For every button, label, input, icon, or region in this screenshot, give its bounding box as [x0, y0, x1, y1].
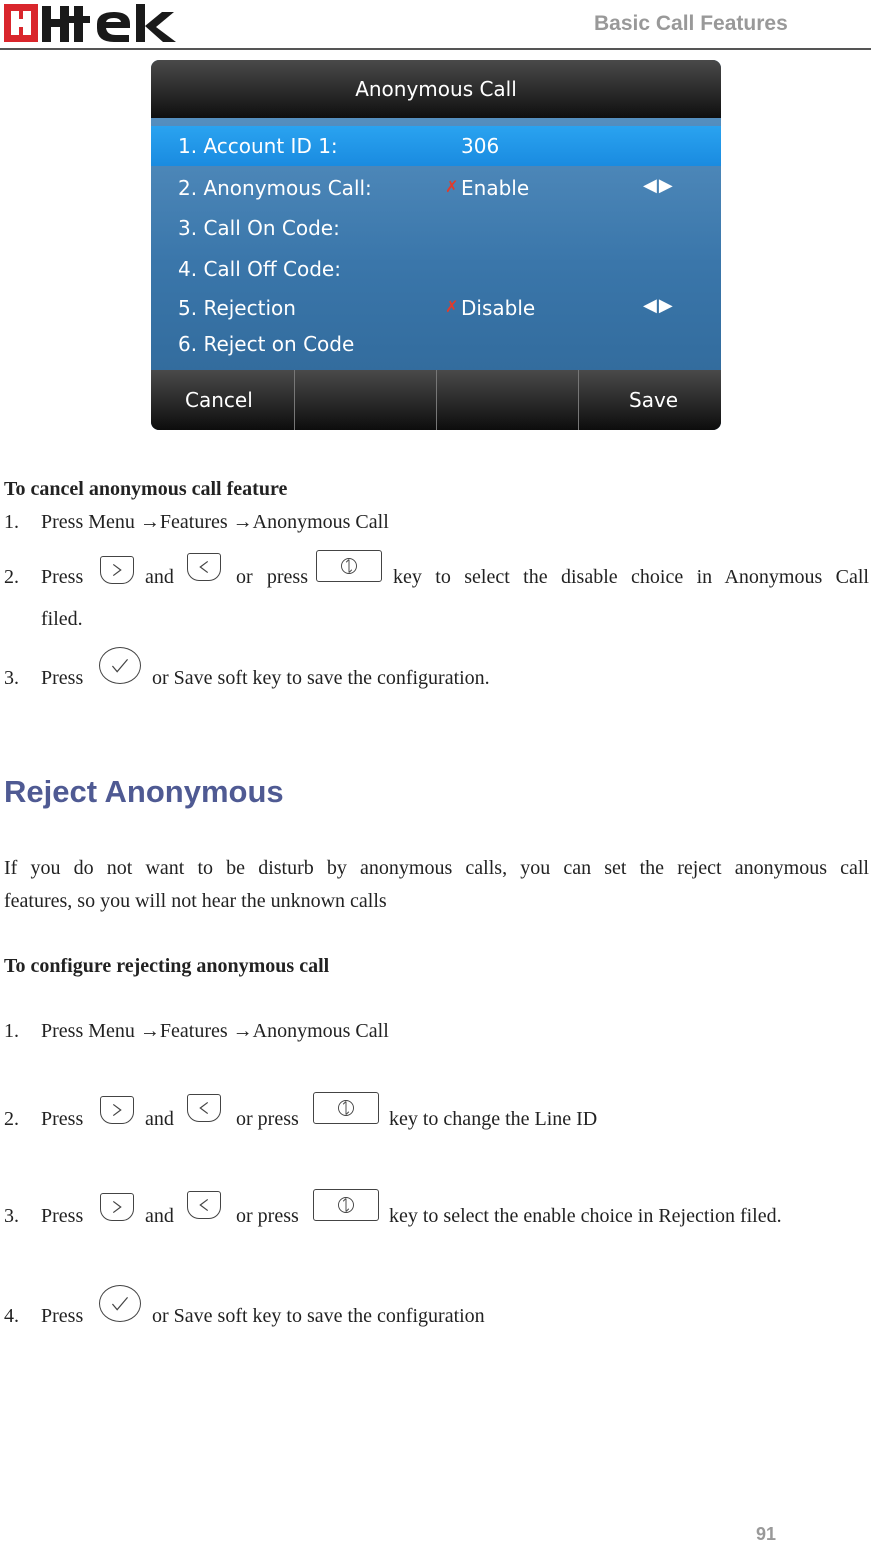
step-rest: or Save soft key to save the configuration. [152, 667, 490, 689]
right-nav-key-icon [100, 1096, 134, 1124]
save-softkey[interactable]: Save [629, 388, 679, 412]
softkey-2[interactable] [294, 370, 437, 430]
step-and: and [145, 1108, 174, 1130]
item-label: 5. Rejection [178, 296, 296, 320]
menu-item-rejection[interactable] [151, 288, 721, 328]
step-and: and [145, 566, 174, 588]
step-number: 1. [4, 511, 19, 533]
item-label: 3. Call On Code: [178, 216, 340, 240]
switch-key-icon [313, 1092, 379, 1124]
step-rest: key to select the enable choice in Rejection filed. [389, 1205, 782, 1227]
cancel-heading: To cancel anonymous call feature [4, 478, 288, 500]
step-text: Press Menu →Features →Anonymous Call [41, 1020, 389, 1042]
menu-item-anonymous-call[interactable] [151, 168, 721, 208]
step-number: 3. [4, 1205, 19, 1227]
step-number: 1. [4, 1020, 19, 1042]
menu-item-call-on-code[interactable] [151, 208, 721, 248]
item-label: 2. Anonymous Call: [178, 176, 372, 200]
item-value: Disable [461, 296, 536, 320]
ok-key-icon [99, 1285, 141, 1322]
step-press: Press [41, 667, 84, 689]
step-rest: key to change the Line ID [389, 1108, 598, 1130]
header-divider [0, 48, 871, 50]
step-or-press: or press [236, 566, 308, 588]
step-text: Press Menu →Features →Anonymous Call [41, 511, 389, 533]
step-number: 3. [4, 667, 19, 689]
menu-item-call-off-code[interactable] [151, 249, 721, 289]
item-label: 6. Reject on Code [178, 332, 355, 356]
item-value: Enable [461, 176, 530, 200]
step-rest: key to select the disable choice in Anonymous Call [393, 566, 869, 588]
softkey-3[interactable] [436, 370, 579, 430]
item-value: 306 [461, 134, 500, 158]
htek-logo [2, 2, 192, 44]
step-press: Press [41, 566, 84, 588]
item-label: 4. Call Off Code: [178, 257, 341, 281]
step-rest: or Save soft key to save the configuration [152, 1305, 485, 1327]
cancel-softkey[interactable]: Cancel [151, 370, 295, 430]
softkey-bar [151, 370, 721, 430]
left-right-arrows-icon[interactable]: ◀▶ [643, 295, 675, 316]
step-and: and [145, 1205, 174, 1227]
left-nav-key-icon [187, 1094, 221, 1122]
page-number: 91 [756, 1524, 777, 1544]
right-nav-key-icon [100, 556, 134, 584]
ok-key-icon [99, 647, 141, 684]
left-right-arrows-icon[interactable]: ◀▶ [643, 175, 675, 196]
edit-marker-icon: ✗ [445, 297, 459, 316]
step-number: 4. [4, 1305, 19, 1327]
step-number: 2. [4, 566, 19, 588]
phone-screen [151, 60, 721, 430]
switch-key-icon [313, 1189, 379, 1221]
left-nav-key-icon [187, 1191, 221, 1219]
item-label: 1. Account ID 1: [178, 134, 338, 158]
intro-paragraph-line1: If you do not want to be disturb by anonymous calls, you can set the reject anonymous call [4, 857, 869, 879]
switch-key-icon [316, 550, 382, 582]
left-nav-key-icon [187, 553, 221, 581]
step-press: Press [41, 1305, 84, 1327]
screen-title: Anonymous Call [151, 60, 721, 118]
step-press: Press [41, 1108, 84, 1130]
step-number: 2. [4, 1108, 19, 1130]
step-press: Press [41, 1205, 84, 1227]
step-or-press: or press [236, 1108, 299, 1130]
menu-item-reject-on-code[interactable] [151, 324, 721, 364]
reject-subheading: To configure rejecting anonymous call [4, 955, 330, 977]
edit-marker-icon: ✗ [445, 177, 459, 196]
step-or-press: or press [236, 1205, 299, 1227]
right-nav-key-icon [100, 1193, 134, 1221]
reject-anonymous-heading: Reject Anonymous [4, 774, 284, 809]
step-continuation: filed. [41, 608, 83, 630]
menu-item-account-id[interactable] [151, 126, 721, 166]
intro-paragraph-line2: features, so you will not hear the unknown calls [4, 890, 387, 912]
section-title: Basic Call Features [594, 12, 788, 35]
